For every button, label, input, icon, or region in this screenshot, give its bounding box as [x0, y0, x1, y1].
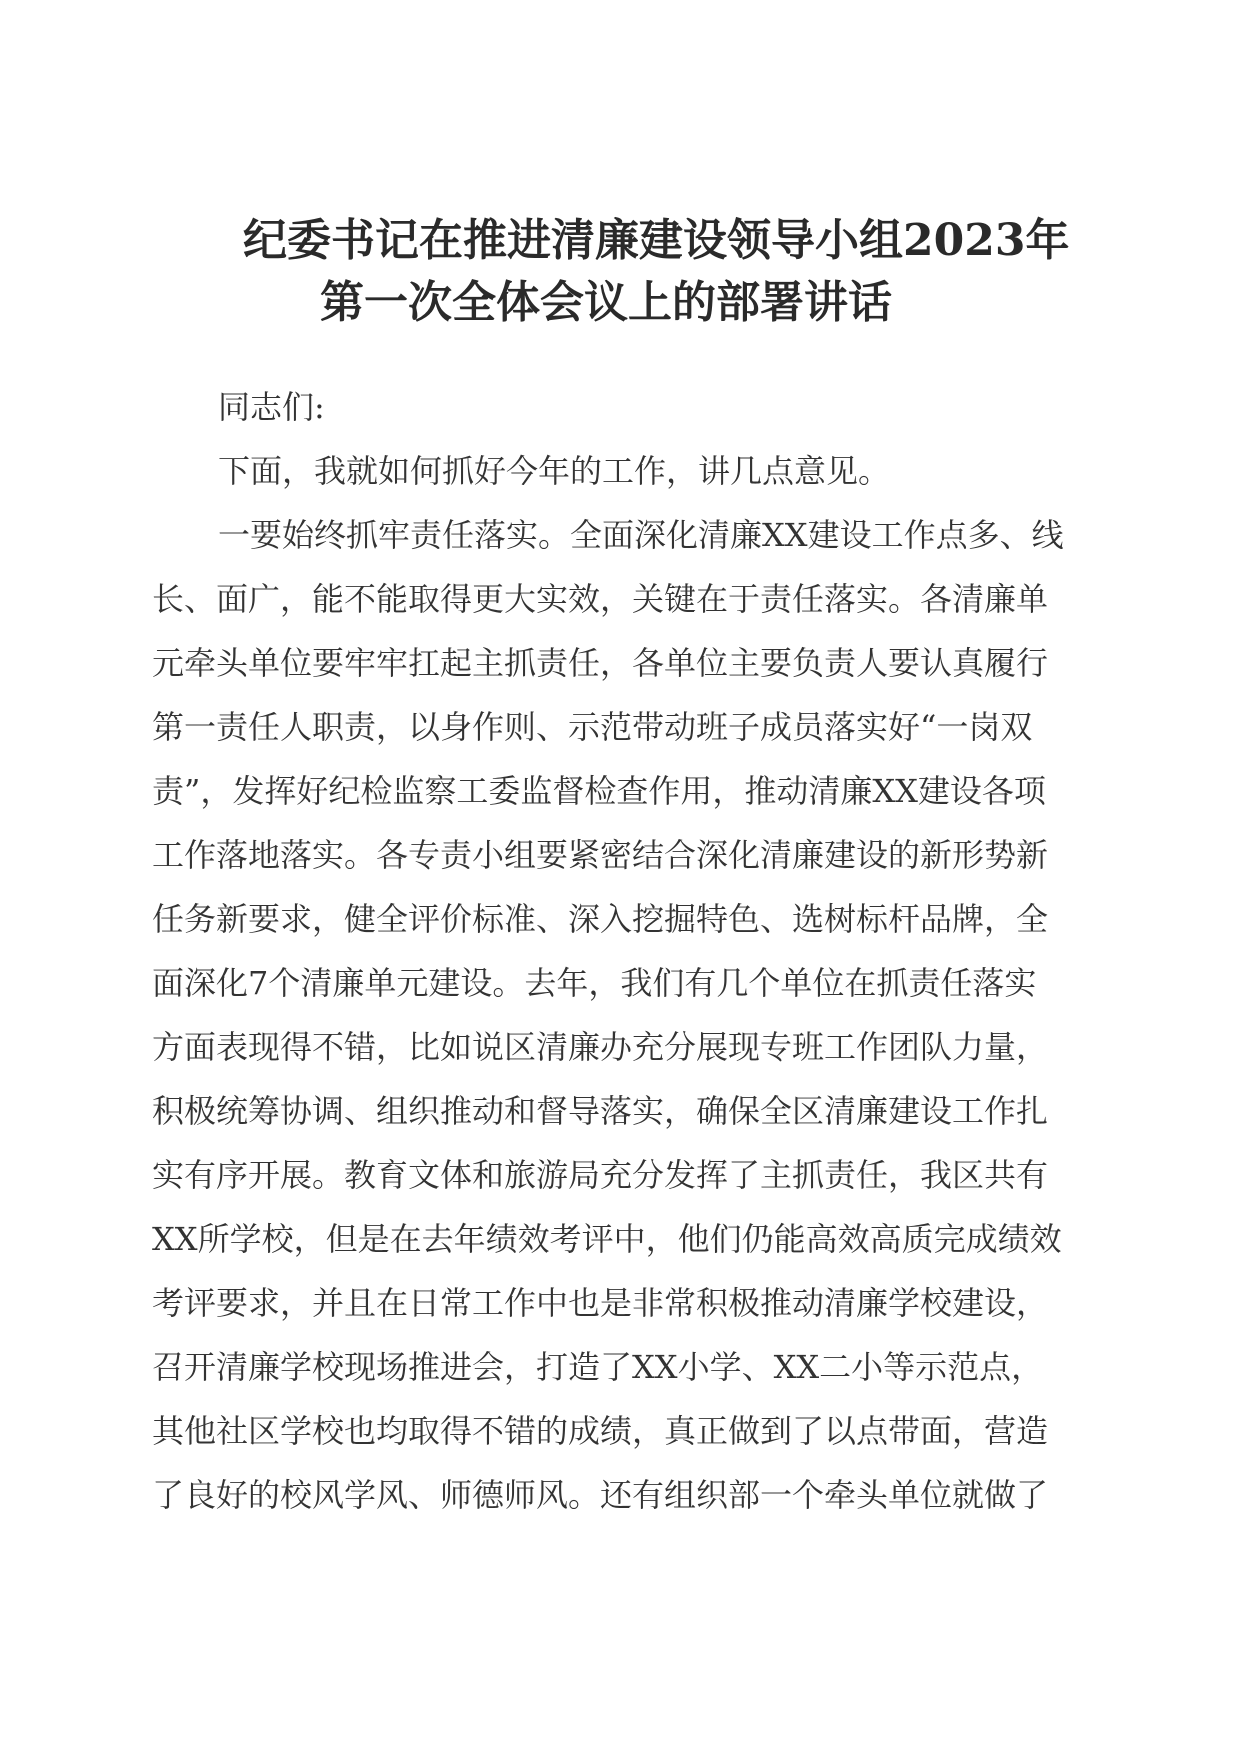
paragraph-line: 积极统筹协调、组织推动和督导落实，确保全区清廉建设工作扎 [152, 1092, 1049, 1130]
paragraph-line: 实有序开展。教育文体和旅游局充分发挥了主抓责任，我区共有 [152, 1156, 1049, 1194]
paragraph-line: 长、面广，能不能取得更大实效，关键在于责任落实。各清廉单 [152, 580, 1049, 618]
paragraph-line: 其他社区学校也均取得不错的成绩，真正做到了以点带面，营造 [152, 1412, 1049, 1450]
paragraph-line: 召开清廉学校现场推进会，打造了XX小学、XX二小等示范点， [152, 1348, 1044, 1386]
paragraph-line: 了良好的校风学风、师德师风。还有组织部一个牵头单位就做了 [152, 1476, 1049, 1514]
paragraph-line: 考评要求，并且在日常工作中也是非常积极推动清廉学校建设， [152, 1284, 1049, 1322]
salutation: 同志们: [218, 388, 325, 426]
paragraph-line: 下面，我就如何抓好今年的工作，讲几点意见。 [218, 452, 891, 490]
paragraph-line: 任务新要求，健全评价标准、深入挖掘特色、选树标杆品牌，全 [152, 900, 1049, 938]
paragraph-line: 第一责任人职责，以身作则、示范带动班子成员落实好“一岗双 [152, 708, 1033, 746]
paragraph-line: 方面表现得不错，比如说区清廉办充分展现专班工作团队力量， [152, 1028, 1049, 1066]
paragraph-line: 一要始终抓牢责任落实。全面深化清廉XX建设工作点多、线 [218, 516, 1064, 554]
document-title-line-1: 纪委书记在推进清廉建设领导小组2023年 [243, 215, 1070, 266]
document-title-line-2: 第一次全体会议上的部署讲话 [320, 277, 892, 328]
paragraph-line: 责”，发挥好纪检监察工委监督检查作用，推动清廉XX建设各项 [152, 772, 1046, 810]
paragraph-line: 元牵头单位要牢牢扛起主抓责任，各单位主要负责人要认真履行 [152, 644, 1049, 682]
paragraph-line: 工作落地落实。各专责小组要紧密结合深化清廉建设的新形势新 [152, 836, 1049, 874]
paragraph-line: XX所学校，但是在去年绩效考评中，他们仍能高效高质完成绩效 [152, 1220, 1062, 1258]
paragraph-line: 面深化7个清廉单元建设。去年，我们有几个单位在抓责任落实 [152, 964, 1037, 1002]
